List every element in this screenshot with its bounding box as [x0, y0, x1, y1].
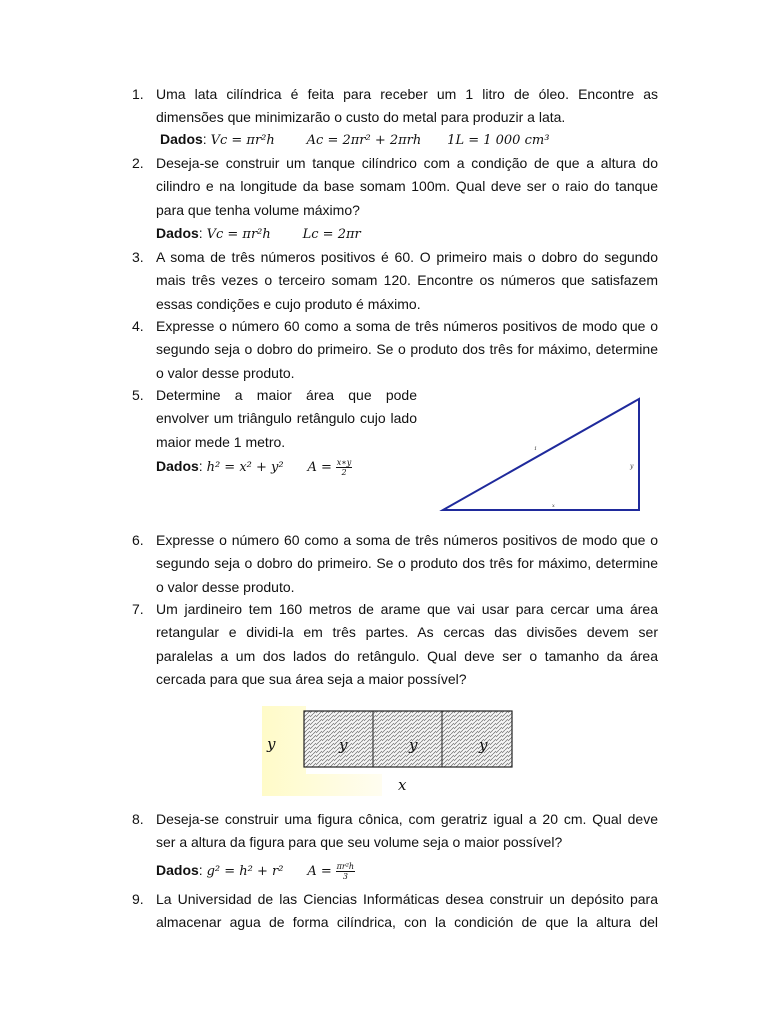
- question-text-line: La Universidad de las Ciencias Informáticas desea construir un depósito para: [156, 891, 658, 907]
- question-text-line: Deseja-se construir uma figura cônica, com geratriz igual a 20 cm. Qual deve: [156, 811, 658, 827]
- question-text-line: o valor desse produto.: [156, 364, 295, 381]
- dados-1: Dados: Vc = πr²h Ac = 2πr² + 2πrh 1L = 1 000 cm³: [160, 131, 550, 148]
- triangle-shape: [443, 399, 639, 510]
- question-text-line: Um jardineiro tem 160 metros de arame que vai usar para cercar uma área: [156, 601, 658, 617]
- formula: g² = h² + r²: [206, 864, 284, 879]
- question-number: 2.: [132, 155, 144, 171]
- question-text-line: segundo seja o dobro do primeiro. Se o produto dos três for máximo, determine: [156, 341, 658, 358]
- question-text-line: A soma de três números positivos é 60. O primeiro mais o dobro do segundo: [156, 249, 658, 265]
- question-text-line: dimensões que minimizarão o custo do metal para produzir a lata.: [156, 109, 566, 126]
- question-text-line: mais três vezes o terceiro somam 120. Encontre os números que satisfazem: [156, 272, 658, 289]
- question-text-line: almacenar agua de forma cilíndrica, con la condición de que la altura del: [156, 914, 658, 931]
- formula: Ac = 2πr² + 2πrh: [306, 133, 422, 148]
- formula: h² = x² + y²: [206, 460, 284, 475]
- question-number: 8.: [132, 811, 144, 827]
- formula: A =: [307, 460, 332, 475]
- question-number: 4.: [132, 318, 144, 334]
- fraction-numerator: x∗y: [336, 457, 352, 467]
- question-text-line: Uma lata cilíndrica é feita para receber um 1 litro de óleo. Encontre as: [156, 86, 658, 102]
- question-text-line: Expresse o número 60 como a soma de três números positivos de modo que o: [156, 532, 658, 548]
- label-y: y: [630, 463, 634, 470]
- question-text-line: para que tenha volume máximo?: [156, 201, 360, 218]
- question-text-line: segundo seja o dobro do primeiro. Se o produto dos três for máximo, determine: [156, 555, 658, 572]
- question-text-line: essas condições e cujo produto é máximo.: [156, 295, 421, 312]
- formula: Lc = 2πr: [302, 227, 361, 242]
- right-triangle-figure: [438, 394, 648, 516]
- fence-rectangle-figure: [262, 706, 516, 796]
- question-text-line: envolver um triângulo retângulo cujo lado: [156, 410, 417, 427]
- label-y-inner: y: [479, 736, 488, 754]
- question-number: 5.: [132, 387, 144, 403]
- label-y-side: y: [267, 735, 276, 753]
- formula: Vc = πr²h: [206, 227, 271, 242]
- fraction-denominator: 3: [342, 871, 348, 881]
- label-x: x: [552, 503, 555, 509]
- question-text-line: retangular e dividi-la em três partes. As cercas das divisões devem ser: [156, 624, 658, 641]
- fraction-denominator: 2: [341, 467, 347, 477]
- label-y-inner: y: [339, 736, 348, 754]
- label-y-inner: y: [409, 736, 418, 754]
- label-hypotenuse: 1: [534, 446, 538, 452]
- question-text-line: maior mede 1 metro.: [156, 433, 286, 450]
- dados-8: Dados: g² = h² + r² A = $\frac{\text{πr²h}}{3}$: [156, 861, 355, 881]
- formula: 1L = 1 000 cm³: [447, 133, 550, 148]
- question-number: 6.: [132, 532, 144, 548]
- dados-label: Dados: [156, 862, 199, 878]
- dados-label: Dados: [156, 225, 199, 241]
- question-number: 3.: [132, 249, 144, 265]
- dados-label: Dados: [156, 458, 199, 474]
- dados-2: Dados: Vc = πr²h Lc = 2πr: [156, 225, 361, 242]
- dados-5: Dados: h² = x² + y² A = $\frac{x∗y}{2}$: [156, 457, 352, 477]
- question-text-line: Deseja-se construir um tanque cilíndrico com a condição de que a altura do: [156, 155, 658, 171]
- fraction-numerator: πr²h: [336, 861, 355, 871]
- question-text-line: Expresse o número 60 como a soma de três números positivos de modo que o: [156, 318, 658, 334]
- question-text-line: paralelas a um dos lados do retângulo. Qual deve ser o tamanho da área: [156, 647, 658, 664]
- question-text-line: cilindro e na longitude da base somam 100m. Qual deve ser o raio do tanque: [156, 178, 658, 195]
- question-number: 9.: [132, 891, 144, 907]
- question-text-line: cercada para que sua área seja a maior possível?: [156, 670, 467, 687]
- label-x: x: [398, 776, 407, 794]
- question-number: 1.: [132, 86, 144, 102]
- fraction: [336, 862, 355, 881]
- formula: A =: [307, 864, 332, 879]
- formula: Vc = πr²h: [210, 133, 275, 148]
- question-text-line: Determine a maior área que pode: [156, 387, 417, 403]
- dados-label: Dados: [160, 131, 203, 147]
- question-text-line: o valor desse produto.: [156, 578, 295, 595]
- question-text-line: ser a altura da figura para que seu volume seja o maior possível?: [156, 834, 563, 851]
- question-number: 7.: [132, 601, 144, 617]
- fraction: [336, 458, 352, 477]
